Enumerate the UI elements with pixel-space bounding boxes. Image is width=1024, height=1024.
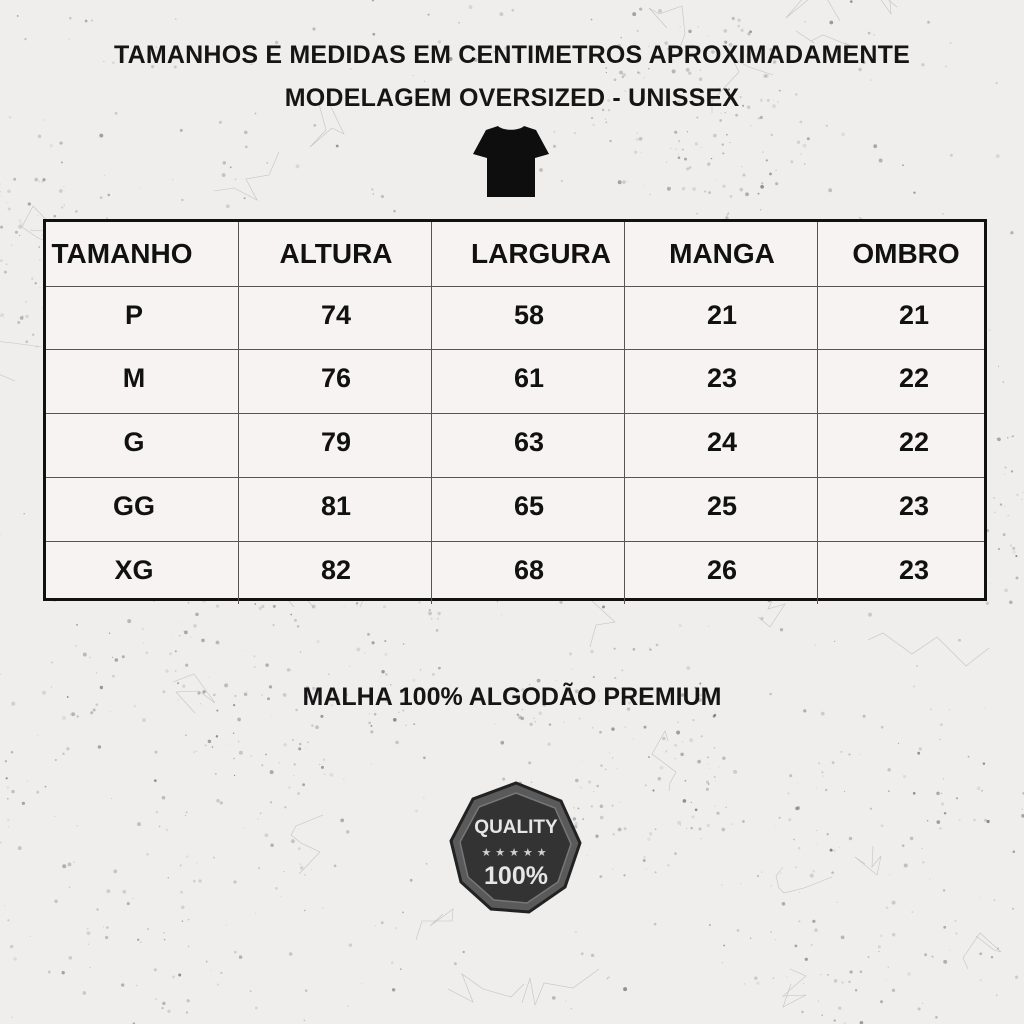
material-info: MALHA 100% ALGODÃO PREMIUM: [302, 683, 722, 711]
cell-sleeve: [625, 413, 818, 477]
cell-size: [46, 541, 239, 604]
cell-height: [239, 413, 432, 477]
sleeve-value: 24: [706, 427, 738, 457]
header-size: [46, 222, 239, 286]
cell-sleeve: [625, 477, 818, 541]
cell-width: [432, 413, 625, 477]
table-row: [46, 286, 984, 350]
table-row: [46, 477, 984, 542]
cell-sleeve: [625, 541, 818, 604]
header-width-label: LARGURA: [471, 238, 611, 269]
badge-bottom-text: 100%: [484, 862, 548, 890]
cell-height: [239, 286, 432, 349]
shoulder-value: 22: [898, 427, 930, 457]
sleeve-value: 26: [706, 555, 738, 585]
cell-width: [432, 477, 625, 541]
height-value: 79: [320, 427, 352, 457]
width-value: 65: [513, 491, 545, 521]
shoulder-value: 22: [898, 363, 930, 393]
cell-width: [432, 541, 625, 604]
table-row: [46, 413, 984, 478]
cell-size: [46, 286, 239, 349]
width-value: 61: [513, 363, 545, 393]
badge-stars: ★★★★★: [481, 846, 551, 859]
shoulder-value: 23: [898, 555, 930, 585]
page-title: TAMANHOS E MEDIDAS EM CENTIMETROS APROXIMADAMENTE: [114, 41, 910, 69]
size-value: GG: [112, 491, 156, 521]
size-table: [43, 219, 987, 601]
width-value: 68: [513, 555, 545, 585]
cell-shoulder: [818, 541, 984, 604]
cell-shoulder: [818, 477, 984, 541]
table-row: [46, 541, 984, 604]
height-value: 74: [320, 300, 352, 330]
cell-shoulder: [818, 286, 984, 349]
sleeve-value: 21: [706, 300, 738, 330]
header-shoulder-label: OMBRO: [852, 238, 960, 269]
height-value: 76: [320, 363, 352, 393]
cell-height: [239, 541, 432, 604]
shoulder-value: 21: [898, 300, 930, 330]
quality-badge-icon: [449, 781, 583, 915]
cell-size: [46, 349, 239, 413]
header-size-label: TAMANHO: [51, 238, 193, 269]
sleeve-value: 25: [706, 491, 738, 521]
cell-size: [46, 413, 239, 477]
height-value: 82: [320, 555, 352, 585]
table-header-row: [46, 222, 984, 287]
size-value: M: [122, 363, 146, 393]
width-value: 58: [513, 300, 545, 330]
width-value: 63: [513, 427, 545, 457]
table-row: [46, 349, 984, 414]
height-value: 81: [320, 491, 352, 521]
shoulder-value: 23: [898, 491, 930, 521]
header-sleeve-label: MANGA: [669, 238, 775, 269]
header-sleeve: [625, 222, 818, 286]
header-height-label: ALTURA: [279, 238, 393, 269]
header-shoulder: [818, 222, 984, 286]
cell-height: [239, 477, 432, 541]
badge-top-text: QUALITY: [474, 817, 558, 838]
cell-size: [46, 477, 239, 541]
cell-height: [239, 349, 432, 413]
cell-shoulder: [818, 349, 984, 413]
t-shirt-icon: [472, 124, 550, 198]
size-value: G: [123, 427, 145, 457]
size-value: P: [124, 300, 144, 330]
cell-sleeve: [625, 286, 818, 349]
cell-sleeve: [625, 349, 818, 413]
sleeve-value: 23: [706, 363, 738, 393]
size-value: XG: [114, 555, 154, 585]
page-subtitle: MODELAGEM OVERSIZED - UNISSEX: [284, 84, 740, 112]
header-height: [239, 222, 432, 286]
cell-width: [432, 349, 625, 413]
cell-width: [432, 286, 625, 349]
cell-shoulder: [818, 413, 984, 477]
header-width: [432, 222, 625, 286]
